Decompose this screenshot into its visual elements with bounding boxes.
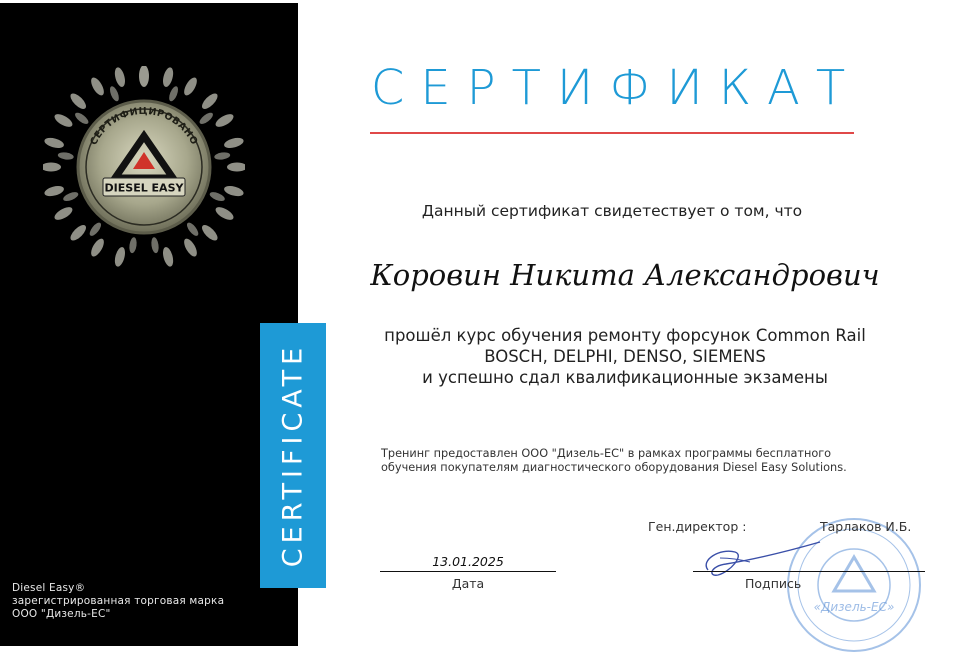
stamp-text: «Дизель-ЕС» <box>813 600 895 614</box>
brand-trademark <box>12 582 224 621</box>
sidebar-panel <box>0 0 298 646</box>
training-note <box>381 447 921 475</box>
director-label: Ген.директор : <box>648 519 747 534</box>
brand-line: ООО "Дизель-ЕС" <box>12 608 111 620</box>
date-label: Дата <box>451 576 485 591</box>
date-value: 13.01.2025 <box>432 554 504 569</box>
note-line: Тренинг предоставлен ООО "Дизель-ЕС" в рамках программы бесплатного <box>381 447 832 460</box>
signature-line <box>693 571 925 572</box>
course-line: и успешно сдал квалификационные экзамены <box>422 368 828 387</box>
laurel-badge-icon <box>43 66 245 268</box>
badge-arc-text: СЕРТИФИЦИРОВАНО <box>88 105 200 147</box>
signature-label: Подпись <box>745 576 802 591</box>
badge-logo-text: DIESEL EASY <box>104 181 184 195</box>
certificate-vertical-label: CERTIFICATE <box>277 342 309 568</box>
intro-text: Данный сертификат свидетествует о том, что <box>421 202 803 220</box>
brand-line: зарегистрированная торговая марка <box>12 595 225 607</box>
director-name: Тарлаков И.Б. <box>820 519 912 534</box>
sidebar-top-edge <box>0 0 298 3</box>
certificate-title: СЕРТИФИКАТ <box>370 60 862 116</box>
recipient-name: Коровин Никита Александрович <box>370 258 880 292</box>
title-underline <box>370 132 854 134</box>
course-line: BOSCH, DELPHI, DENSO, SIEMENS <box>484 347 766 366</box>
certified-badge <box>43 66 245 268</box>
brand-line: Diesel Easy® <box>12 582 86 594</box>
note-line: обучения покупателям диагностического оборудования Diesel Easy Solutions. <box>381 461 847 474</box>
date-line <box>380 571 556 572</box>
course-line: прошёл курс обучения ремонту форсунок Common Rail <box>384 326 866 345</box>
course-description <box>340 325 910 388</box>
